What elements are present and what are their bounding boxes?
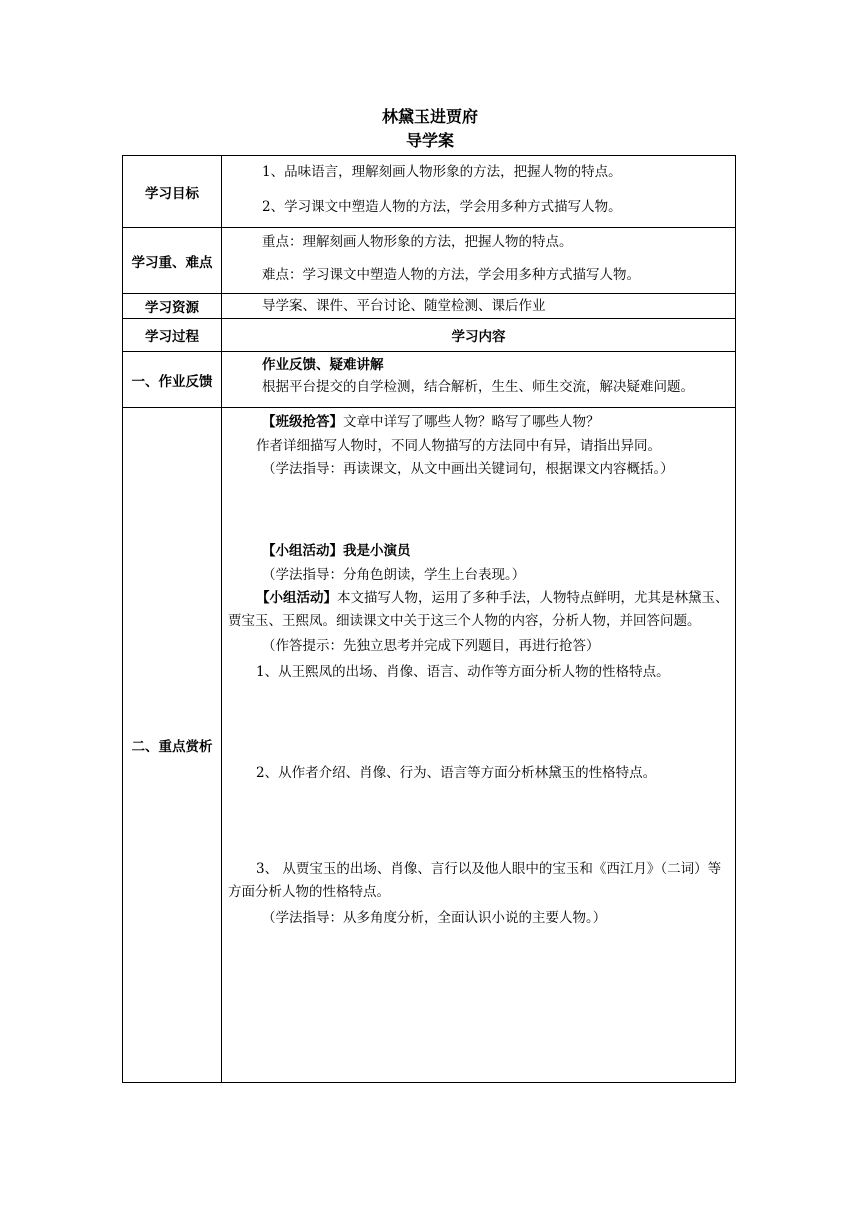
analysis-row	[123, 408, 736, 1083]
group-activity-2	[228, 587, 731, 633]
feedback-label: 一、作业反馈	[123, 352, 222, 408]
key-label: 学习重、难点	[123, 228, 222, 294]
difficult-point: 难点：学习课文中塑造人物的方法，学会用多种方式描写人物。	[262, 267, 640, 283]
key-point: 重点：理解刻画人物形象的方法，把握人物的特点。	[262, 234, 573, 250]
final-hint: （学法指导：从多角度分析，全面认识小说的主要人物。）	[262, 910, 607, 926]
analysis-label: 二、重点赏析	[123, 408, 222, 1083]
resource-label: 学习资源	[123, 294, 222, 319]
key-cell	[222, 228, 736, 294]
goal-cell	[222, 156, 736, 228]
answer-hint: （作答提示：先独立思考并完成下列题目，再进行抢答）	[262, 638, 600, 654]
question-2: 2、从作者介绍、肖像、行为、语言等方面分析林黛玉的性格特点。	[256, 765, 657, 781]
feedback-row	[123, 352, 736, 408]
goal-item-1: 1、品味语言，理解刻画人物形象的方法，把握人物的特点。	[262, 164, 622, 180]
feedback-heading: 作业反馈、疑难讲解	[262, 357, 384, 373]
document-subtitle: 导学案	[405, 131, 454, 150]
question-1: 1、从王熙凤的出场、肖像、语言、动作等方面分析人物的性格特点。	[256, 664, 670, 680]
class-quiz-text: 文章中详写了哪些人物？略写了哪些人物？	[343, 414, 600, 430]
content-label: 学习内容	[222, 319, 736, 352]
group-activity-1	[228, 541, 731, 561]
resource-row	[123, 294, 736, 319]
goal-row	[123, 156, 736, 228]
group-activity-2-tag: 【小组活动】	[256, 590, 337, 606]
question-3: 3、 从贾宝玉的出场、肖像、言行以及他人眼中的宝玉和《西江月》（二词）等方面分析人物的性格特点。	[228, 861, 722, 900]
class-quiz-hint: （学法指导：再读课文，从文中画出关键词句，根据课文内容概括。）	[262, 461, 674, 477]
class-quiz-line-2: 作者详细描写人物时，不同人物描写的方法同中有异，请指出异同。	[256, 438, 661, 454]
key-row	[123, 228, 736, 294]
process-label: 学习过程	[123, 319, 222, 352]
document-title: 林黛玉进贾府	[381, 107, 478, 126]
class-quiz-tag: 【班级抢答】	[262, 414, 343, 430]
resource-cell	[222, 294, 736, 319]
resource-text: 导学案、课件、平台讨论、随堂检测、课后作业	[262, 298, 546, 314]
goal-label: 学习目标	[123, 156, 222, 228]
group-activity-1-hint: （学法指导：分角色朗读，学生上台表现。）	[262, 567, 526, 583]
goal-item-2: 2、学习课文中塑造人物的方法，学会用多种方式描写人物。	[262, 199, 622, 215]
group-activity-1-tag: 【小组活动】	[262, 543, 343, 559]
study-guide-table	[122, 155, 736, 1083]
feedback-text: 根据平台提交的自学检测，结合解析，生生、师生交流，解决疑难问题。	[262, 379, 694, 395]
group-activity-2-text: 本文描写人物，运用了多种手法，人物特点鲜明，尤其是林黛玉、贾宝玉、王熙凤。细读课文中关于这三个人物的内容，分析人物，并回答问题。	[228, 590, 729, 629]
feedback-cell	[222, 352, 736, 408]
group-activity-1-title: 我是小演员	[343, 543, 411, 559]
class-quiz-line	[228, 412, 731, 432]
analysis-cell	[222, 408, 736, 1083]
process-header-row	[123, 319, 736, 352]
